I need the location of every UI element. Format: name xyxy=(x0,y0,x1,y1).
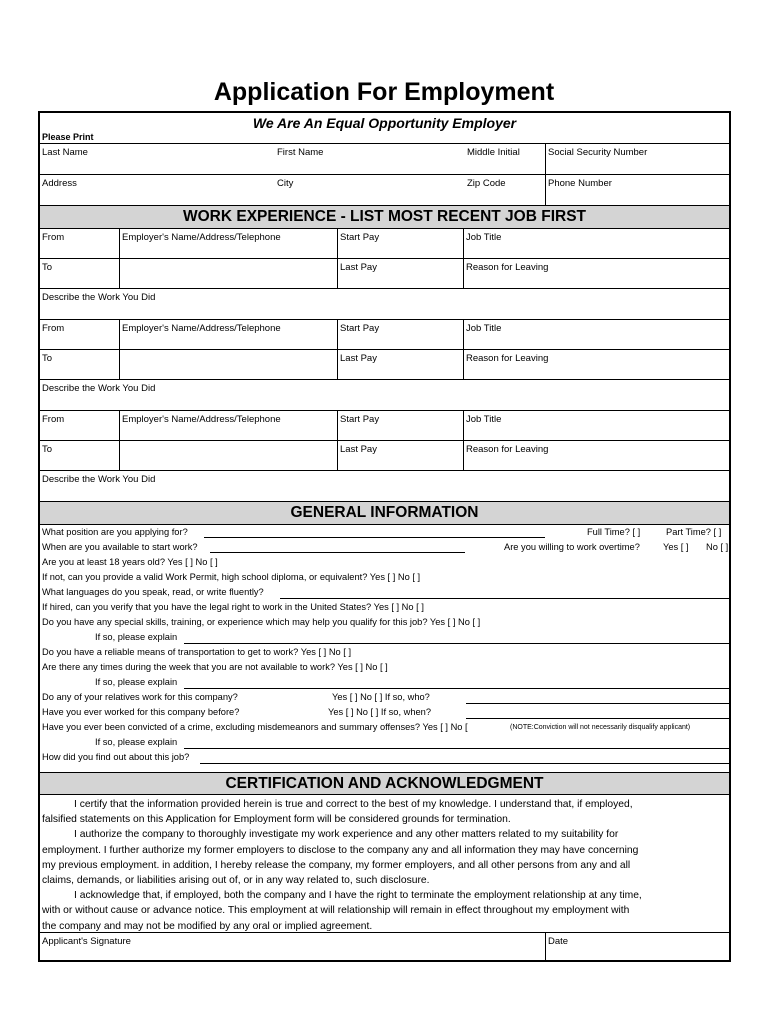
gi-relatives-row xyxy=(40,690,729,705)
job-title-label: Job Title xyxy=(466,232,502,243)
phone-label: Phone Number xyxy=(548,178,612,189)
relatives-options[interactable]: Yes [ ] No [ ] If so, who? xyxy=(332,692,430,702)
languages-input[interactable] xyxy=(280,598,729,599)
part-time-checkbox[interactable]: Part Time? [ ] xyxy=(666,527,722,537)
overtime-no-checkbox[interactable]: No [ ] xyxy=(706,542,729,552)
gi-legal-row xyxy=(40,600,729,615)
address-row xyxy=(40,175,729,206)
describe-label: Describe the Work You Did xyxy=(42,383,156,394)
unavailable-question[interactable]: Are there any times during the week that you are not available to work? Yes [ ] No [ ] xyxy=(42,662,388,672)
overtime-yes-checkbox[interactable]: Yes [ ] xyxy=(663,542,689,552)
languages-question: What languages do you speak, read, or write fluently? xyxy=(42,587,264,597)
city-label: City xyxy=(277,178,294,189)
employer-label: Employer's Name/Address/Telephone xyxy=(122,323,281,334)
job-title-field[interactable] xyxy=(463,229,729,258)
gi-age-row xyxy=(40,555,729,570)
convicted-explain-label: If so, please explain xyxy=(95,737,178,747)
found-question: How did you find out about this job? xyxy=(42,752,190,762)
middle-initial-label: Middle Initial xyxy=(467,147,520,158)
gi-convicted-explain-row xyxy=(40,735,729,750)
available-input[interactable] xyxy=(210,552,465,553)
work-experience-header: WORK EXPERIENCE - LIST MOST RECENT JOB FIRST xyxy=(40,206,729,229)
conviction-note: (NOTE:Conviction will not necessarily disqualify applicant) xyxy=(510,724,691,731)
last-pay-label: Last Pay xyxy=(340,262,377,273)
signature-label: Applicant's Signature xyxy=(42,936,131,947)
application-form xyxy=(38,111,731,962)
city-field[interactable] xyxy=(275,175,465,205)
job-block-2 xyxy=(40,320,729,411)
relatives-question: Do any of your relatives work for this company? xyxy=(42,692,238,702)
permit-question[interactable]: If not, can you provide a valid Work Permit, high school diploma, or equivalent? Yes [ ] No [ ] xyxy=(42,572,421,582)
job-title-field[interactable] xyxy=(463,320,729,349)
convicted-explain-input[interactable] xyxy=(184,748,729,749)
date-label: Date xyxy=(548,936,569,947)
signature-field[interactable] xyxy=(40,933,545,962)
zip-field[interactable] xyxy=(465,175,545,205)
gi-found-row xyxy=(40,750,729,765)
cert-line: the company and may not be modified by any oral or implied agreement. xyxy=(42,920,373,932)
gi-skills-row xyxy=(40,615,729,630)
cert-line: I authorize the company to thoroughly investigate my work experience and any other matters related to my suitability for xyxy=(74,829,619,841)
from-label: From xyxy=(42,323,65,334)
gi-skills-explain-row xyxy=(40,630,729,645)
cert-line: employment. I further authorize my former employers to disclose to the company any and all information they may have concerning xyxy=(42,844,639,856)
full-time-checkbox[interactable]: Full Time? [ ] xyxy=(587,527,641,537)
describe-label: Describe the Work You Did xyxy=(42,474,156,485)
skills-explain-label: If so, please explain xyxy=(95,632,178,642)
employer-field[interactable] xyxy=(119,229,337,258)
page-title: Application For Employment xyxy=(213,78,555,106)
position-question: What position are you applying for? xyxy=(42,527,188,537)
reason-field[interactable] xyxy=(463,350,729,379)
unavailable-explain-label: If so, please explain xyxy=(95,677,178,687)
from-label: From xyxy=(42,414,65,425)
gi-languages-row xyxy=(40,585,729,600)
to-label: To xyxy=(42,262,53,273)
gi-available-row xyxy=(40,540,729,555)
start-pay-field[interactable] xyxy=(337,320,463,349)
describe-field[interactable] xyxy=(40,289,729,320)
to-label: To xyxy=(42,353,53,364)
last-name-label: Last Name xyxy=(42,147,88,158)
employer-label: Employer's Name/Address/Telephone xyxy=(122,414,281,425)
relatives-who-input[interactable] xyxy=(466,703,729,704)
found-input[interactable] xyxy=(200,763,729,764)
describe-label: Describe the Work You Did xyxy=(42,292,156,303)
last-pay-label: Last Pay xyxy=(340,353,377,364)
skills-explain-input[interactable] xyxy=(184,643,729,644)
overtime-question: Are you willing to work overtime? xyxy=(504,542,640,552)
worked-when-input[interactable] xyxy=(466,718,729,719)
from-field[interactable] xyxy=(40,320,119,349)
available-question: When are you available to start work? xyxy=(42,542,198,552)
cert-line: my previous employment. in addition, I hereby release the company, my former employers, and all other persons from any and all xyxy=(42,859,631,871)
last-pay-field[interactable] xyxy=(337,350,463,379)
job-block-3 xyxy=(40,411,729,502)
to-label: To xyxy=(42,444,53,455)
gi-unavailable-row xyxy=(40,660,729,675)
subtitle-row xyxy=(40,113,729,144)
certification-header: CERTIFICATION AND ACKNOWLEDGMENT xyxy=(40,772,729,795)
first-name-label: First Name xyxy=(277,147,324,158)
job-title-label: Job Title xyxy=(466,323,502,334)
reason-label: Reason for Leaving xyxy=(466,444,549,455)
first-name-field[interactable] xyxy=(275,144,465,174)
please-print-label: Please Print xyxy=(42,132,94,142)
last-pay-label: Last Pay xyxy=(340,444,377,455)
cert-line: claims, demands, or liabilities arising out of, or in any way related to, such disclosure. xyxy=(42,875,430,887)
ssn-label: Social Security Number xyxy=(548,147,648,158)
employer-field-cont[interactable] xyxy=(119,350,337,379)
start-pay-label: Start Pay xyxy=(340,414,380,425)
general-information-header: GENERAL INFORMATION xyxy=(40,502,729,525)
reason-label: Reason for Leaving xyxy=(466,353,549,364)
reason-label: Reason for Leaving xyxy=(466,262,549,273)
ssn-field[interactable] xyxy=(545,144,729,174)
cert-line: with or without cause or advance notice. This employment at will relationship will remain in effect throughout my employment with xyxy=(42,905,630,917)
describe-field[interactable] xyxy=(40,380,729,411)
start-pay-label: Start Pay xyxy=(340,323,380,334)
reason-field[interactable] xyxy=(463,441,729,470)
employer-label: Employer's Name/Address/Telephone xyxy=(122,232,281,243)
middle-initial-field[interactable] xyxy=(465,144,545,174)
certification-text xyxy=(40,795,729,933)
gi-transport-row xyxy=(40,645,729,660)
subtitle: We Are An Equal Opportunity Employer xyxy=(252,115,517,131)
employer-field[interactable] xyxy=(119,411,337,440)
skills-question[interactable]: Do you have any special skills, training, or experience which may help you qualify for this job? Yes [ ] No [ ] xyxy=(42,617,481,627)
convicted-question[interactable]: Have you ever been convicted of a crime, excluding misdemeanors and summary offenses? Yes [ ] No [ xyxy=(42,722,468,732)
last-name-field[interactable] xyxy=(40,144,275,174)
job-title-label: Job Title xyxy=(466,414,502,425)
gi-permit-row xyxy=(40,570,729,585)
signature-row xyxy=(40,933,729,962)
gi-unavailable-explain-row xyxy=(40,675,729,690)
to-field[interactable] xyxy=(40,350,119,379)
name-row xyxy=(40,144,729,175)
last-pay-field[interactable] xyxy=(337,259,463,288)
age-question[interactable]: Are you at least 18 years old? Yes [ ] No [ ] xyxy=(42,557,218,567)
worked-before-options[interactable]: Yes [ ] No [ ] If so, when? xyxy=(328,707,432,717)
to-field[interactable] xyxy=(40,441,119,470)
zip-label: Zip Code xyxy=(467,178,506,189)
describe-field[interactable] xyxy=(40,471,729,502)
employer-field-cont[interactable] xyxy=(119,259,337,288)
legal-question[interactable]: If hired, can you verify that you have the legal right to work in the United States? Yes [ ] No [ ] xyxy=(42,602,424,612)
gi-convicted-row xyxy=(40,720,729,735)
gi-worked-before-row xyxy=(40,705,729,720)
employer-field[interactable] xyxy=(119,320,337,349)
start-pay-field[interactable] xyxy=(337,229,463,258)
cert-line: I acknowledge that, if employed, both the company and I have the right to terminate the employment relationship at any time, xyxy=(74,890,642,902)
position-input[interactable] xyxy=(204,537,545,538)
job-title-field[interactable] xyxy=(463,411,729,440)
last-pay-field[interactable] xyxy=(337,441,463,470)
start-pay-field[interactable] xyxy=(337,411,463,440)
to-field[interactable] xyxy=(40,259,119,288)
transport-question[interactable]: Do you have a reliable means of transportation to get to work? Yes [ ] No [ ] xyxy=(42,647,352,657)
cert-line: I certify that the information provided herein is true and correct to the best of my knowledge. I understand that, if employed, xyxy=(74,799,633,810)
gi-position-row xyxy=(40,525,729,540)
job-block-1 xyxy=(40,229,729,320)
employer-field-cont[interactable] xyxy=(119,441,337,470)
phone-field[interactable] xyxy=(545,175,729,205)
from-field[interactable] xyxy=(40,411,119,440)
cert-line: falsified statements on this Application for Employment form will be considered grounds for termination. xyxy=(42,814,511,826)
from-field[interactable] xyxy=(40,229,119,258)
worked-before-question: Have you ever worked for this company before? xyxy=(42,707,240,717)
address-label: Address xyxy=(42,178,77,189)
start-pay-label: Start Pay xyxy=(340,232,380,243)
unavailable-explain-input[interactable] xyxy=(184,688,729,689)
address-field[interactable] xyxy=(40,175,275,205)
from-label: From xyxy=(42,232,65,243)
date-field[interactable] xyxy=(545,933,729,962)
reason-field[interactable] xyxy=(463,259,729,288)
